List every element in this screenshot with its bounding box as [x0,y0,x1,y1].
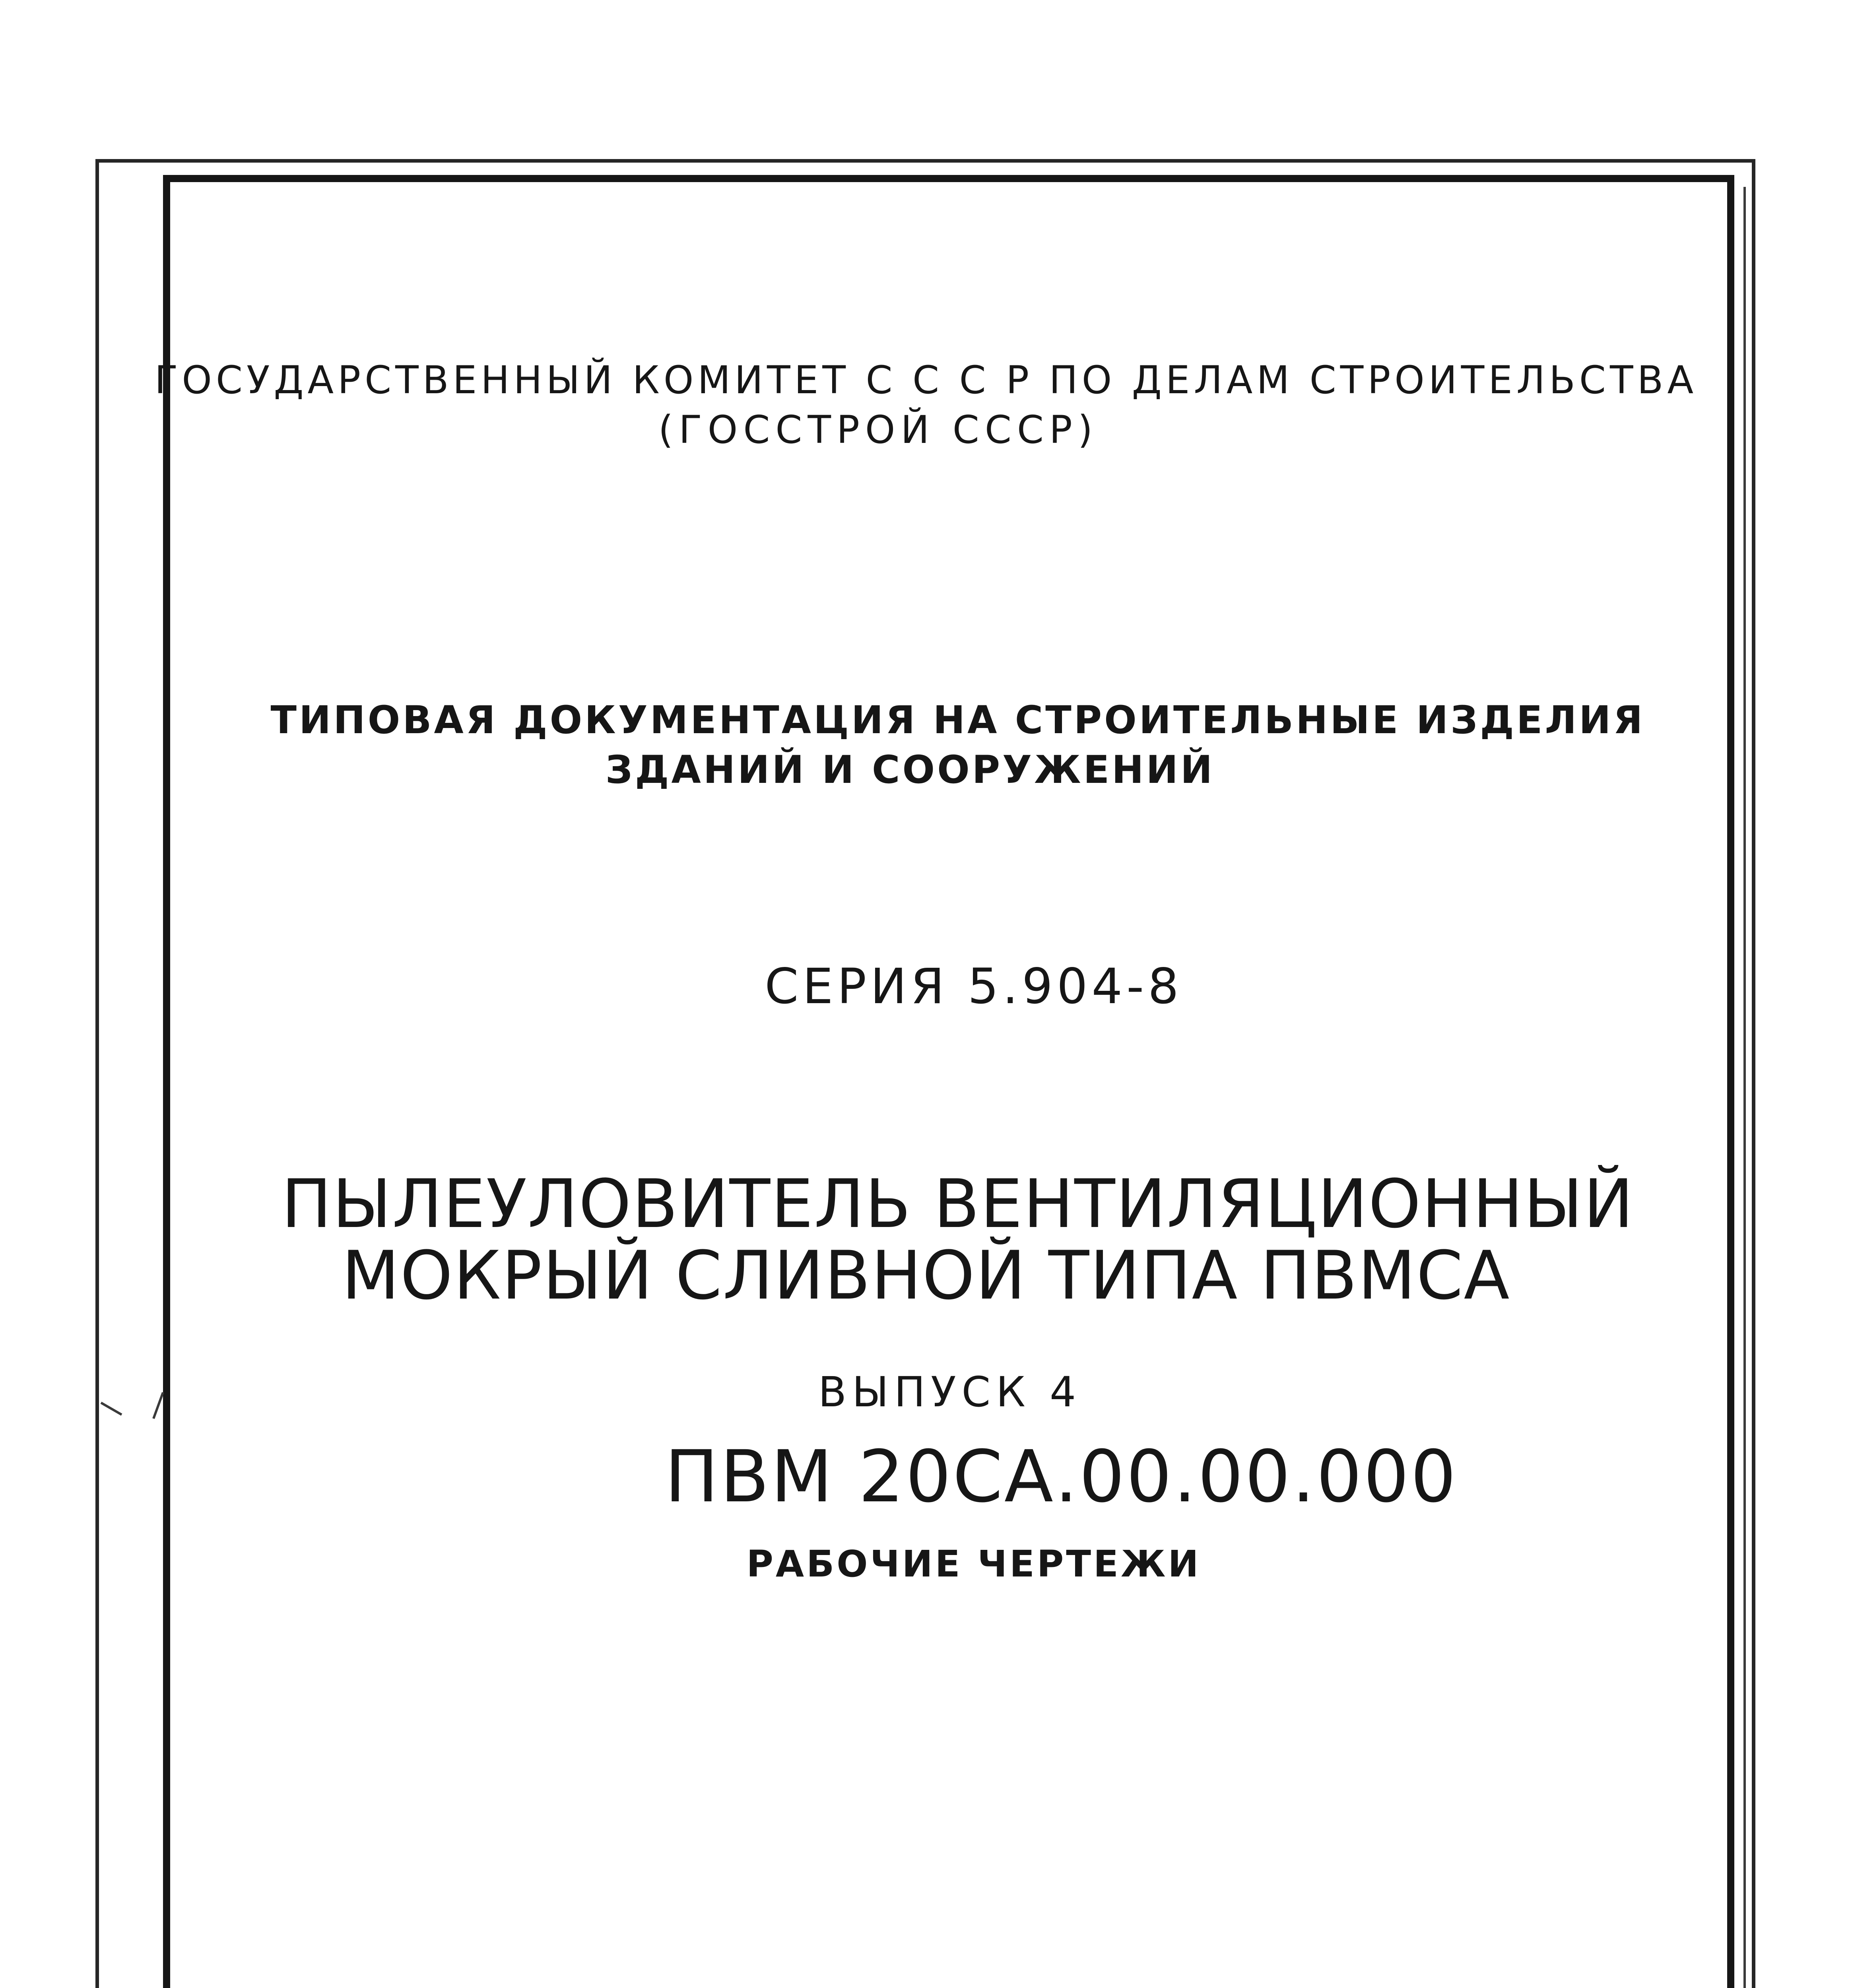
document-designation: ПВМ 20СА.00.00.000 [664,1435,1458,1518]
issue-number: ВЫПУСК 4 [818,1368,1082,1416]
documentation-type-line-1: ТИПОВАЯ ДОКУМЕНТАЦИЯ НА СТРОИТЕЛЬНЫЕ ИЗДЕЛИЯ [270,698,1645,742]
document-kind: РАБОЧИЕ ЧЕРТЕЖИ [746,1543,1201,1585]
series-number: СЕРИЯ 5.904-8 [765,958,1183,1015]
product-title-line-1: ПЫЛЕУЛОВИТЕЛЬ ВЕНТИЛЯЦИОННЫЙ [281,1165,1635,1243]
product-title-line-2: МОКРЫЙ СЛИВНОЙ ТИПА ПВМСА [342,1237,1510,1314]
committee-short-name: (ГОССТРОЙ СССР) [658,408,1099,452]
committee-name: ГОСУДАРСТВЕННЫЙ КОМИТЕТ С С С Р ПО ДЕЛАМ СТРОИТЕЛЬСТВА [154,358,1698,402]
documentation-type-line-2: ЗДАНИЙ И СООРУЖЕНИЙ [605,747,1215,792]
right-margin-rule [1743,187,1746,1988]
